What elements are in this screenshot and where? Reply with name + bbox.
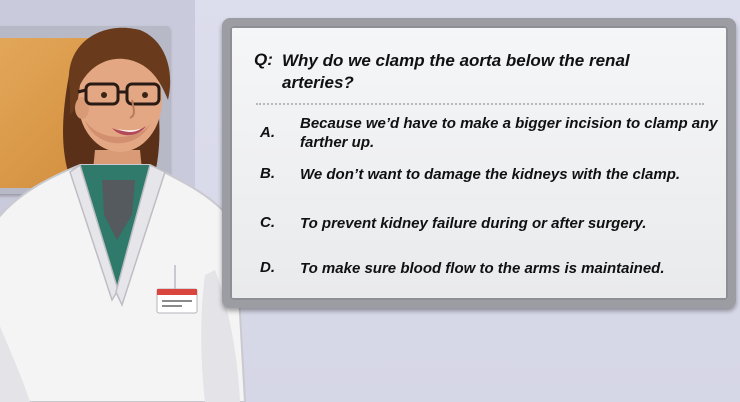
answer-option-c[interactable] <box>260 214 710 236</box>
answer-option-d[interactable] <box>260 259 710 281</box>
answer-text: Because we’d have to make a bigger incision to clamp any farther up. <box>300 115 718 151</box>
answer-letter: D. <box>260 259 275 276</box>
question-board <box>222 18 736 308</box>
answer-letter: C. <box>260 214 275 231</box>
answer-letter: B. <box>260 165 275 182</box>
answer-text: To make sure blood flow to the arms is maintained. <box>300 260 665 277</box>
board-surface <box>230 26 728 300</box>
question-text: Why do we clamp the aorta below the renal arteries? <box>282 51 630 92</box>
question-label: Q: <box>254 50 273 69</box>
answer-text: We don’t want to damage the kidneys with the clamp. <box>300 166 681 183</box>
eye-right <box>142 92 148 98</box>
answer-option-b[interactable] <box>260 165 710 187</box>
answer-option-a[interactable] <box>260 114 718 154</box>
answer-letter: A. <box>260 124 275 141</box>
answer-text: To prevent kidney failure during or after surgery. <box>300 215 647 232</box>
eye-left <box>101 92 107 98</box>
dotted-divider <box>256 103 704 105</box>
